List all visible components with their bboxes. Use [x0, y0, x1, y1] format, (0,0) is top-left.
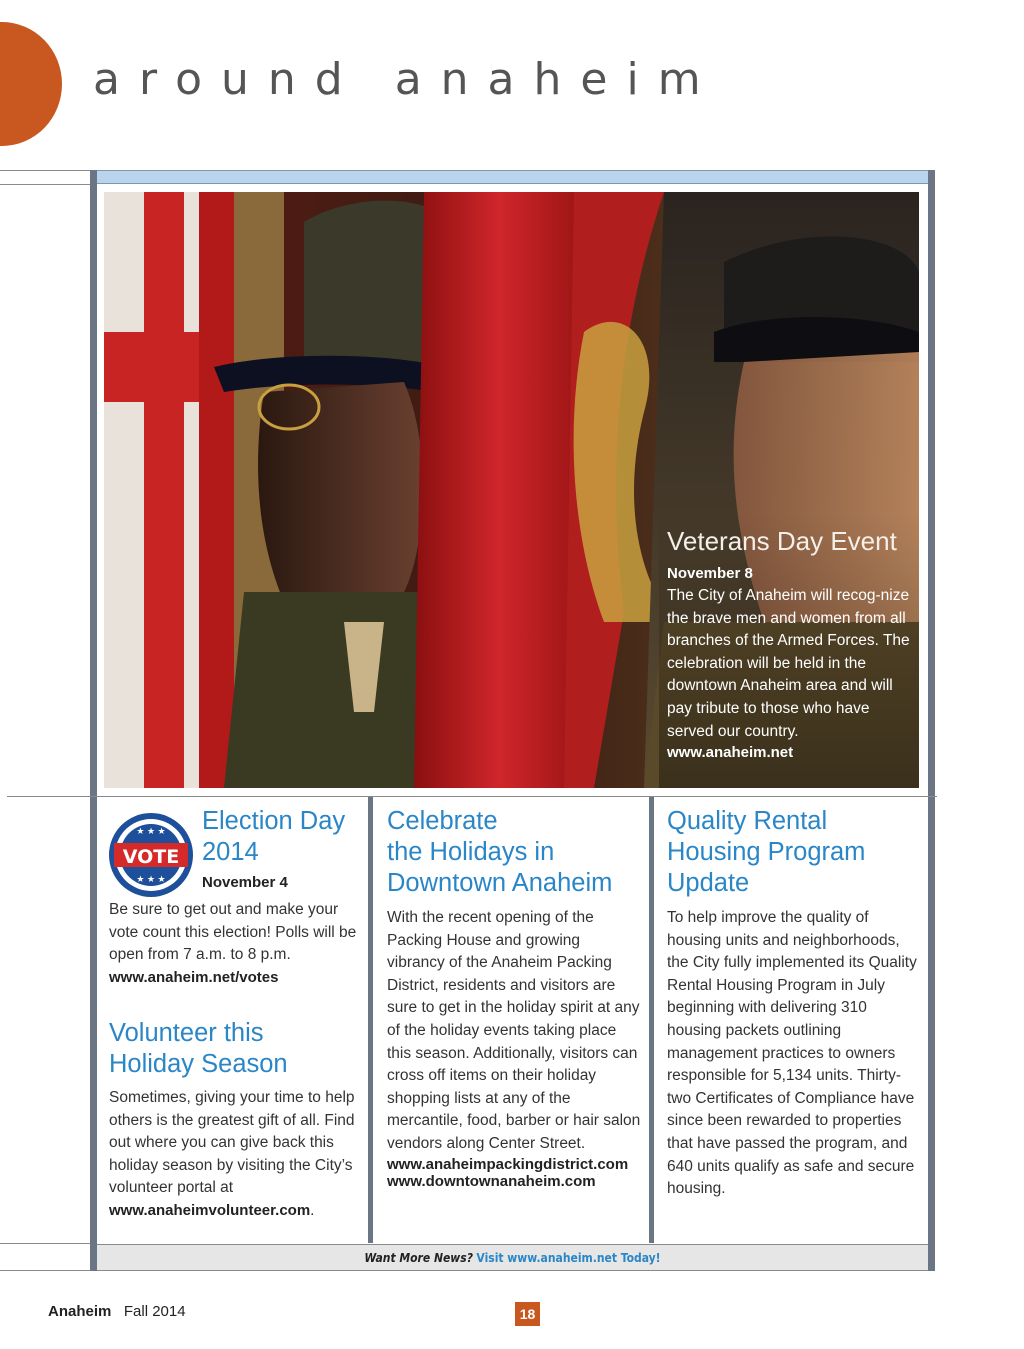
holidays-title-line2: the Holidays in [387, 838, 555, 866]
veterans-day-date: November 8 [667, 565, 753, 582]
volunteer-body: Sometimes, giving your time to help others is the greatest gift of all. Find out where you can give back this holiday season by visiting the City’s volunteer portal at [109, 1089, 355, 1197]
vote-badge-text: VOTE [122, 846, 180, 868]
svg-text:★ ★ ★: ★ ★ ★ [136, 874, 166, 884]
section-title: around anaheim [93, 54, 720, 105]
packing-district-link[interactable]: www.anaheimpackingdistrict.com [387, 1155, 629, 1173]
article-frame [90, 170, 935, 1271]
page-footer [48, 1303, 186, 1320]
magazine-name: Anaheim [48, 1303, 112, 1320]
veterans-day-caption [667, 526, 917, 761]
rule-top-left-2 [0, 184, 92, 185]
volunteer-body-wrap [109, 1087, 361, 1223]
news-bar [97, 1244, 928, 1271]
mid-rule [7, 796, 937, 797]
veterans-day-link[interactable]: www.anaheim.net [667, 744, 794, 762]
vote-badge-icon [108, 812, 194, 898]
volunteer-after-link: . [310, 1201, 315, 1219]
rule-bottom-left-2 [0, 1270, 92, 1271]
election-date: November 4 [202, 874, 288, 891]
column-holidays [387, 806, 642, 1190]
rental-title-line1: Quality Rental [667, 807, 828, 835]
volunteer-block [109, 1018, 361, 1223]
election-body-block [109, 899, 361, 986]
holidays-title-line1: Celebrate [387, 807, 498, 835]
frame-top-bar [97, 170, 928, 184]
news-bar-lead: Want More News? [364, 1251, 473, 1265]
rental-title-line3: Update [667, 869, 750, 897]
page-number: 18 [515, 1302, 540, 1326]
election-body: Be sure to get out and make your vote count this election! Polls will be open from 7 a.m. to 8 p.m. [109, 901, 357, 964]
volunteer-link[interactable]: www.anaheimvolunteer.com [109, 1201, 311, 1219]
veterans-photo [104, 192, 919, 788]
column-rental-housing [667, 806, 923, 1201]
svg-text:★ ★ ★: ★ ★ ★ [136, 826, 166, 836]
veterans-day-title: Veterans Day Event [667, 526, 897, 556]
volunteer-title-line2: Holiday Season [109, 1050, 288, 1078]
rule-bottom-left [0, 1243, 92, 1244]
holidays-body: With the recent opening of the Packing House and growing vibrancy of the Anaheim Packing District, residents and visitors are sure to get in the holiday spirit at any of the holiday events taking place this season. Additionally, visitors can cross off items on their holiday shopping lists at any of the mercantile, food, barber or hair salon vendors along Center Street. [387, 909, 641, 1152]
issue-label: Fall 2014 [123, 1303, 186, 1320]
corner-decoration [0, 22, 62, 146]
election-title-line2: 2014 [202, 838, 259, 866]
veterans-day-body: The City of Anaheim will recog-nize the brave men and women from all branches of the Armed Forces. The celebration will be held in the downtown Anaheim area and will pay tribute to those who have served our country. [667, 587, 910, 740]
column-divider-1 [368, 797, 373, 1243]
election-title-line1: Election Day [202, 807, 346, 835]
column-divider-2 [649, 797, 654, 1243]
volunteer-title-line1: Volunteer this [109, 1019, 264, 1047]
election-link[interactable]: www.anaheim.net/votes [109, 968, 279, 986]
downtown-anaheim-link[interactable]: www.downtownanaheim.com [387, 1172, 596, 1190]
rule-top-left [0, 170, 92, 171]
election-heading-block [202, 806, 362, 891]
rental-title-line2: Housing Program [667, 838, 866, 866]
rental-body: To help improve the quality of housing units and neighborhoods, the City fully implemented its Quality Rental Housing Program in July beginning with delivering 310 housing packets outlining management practices to owners responsible for 5,134 units. Thirty-two Certificates of Compliance have since been rewarded to properties that have passed the program, and 640 units qualify as safe and secure housing. [667, 909, 917, 1198]
news-bar-link[interactable]: Visit www.anaheim.net Today! [476, 1251, 661, 1265]
holidays-title-line3: Downtown Anaheim [387, 869, 613, 897]
